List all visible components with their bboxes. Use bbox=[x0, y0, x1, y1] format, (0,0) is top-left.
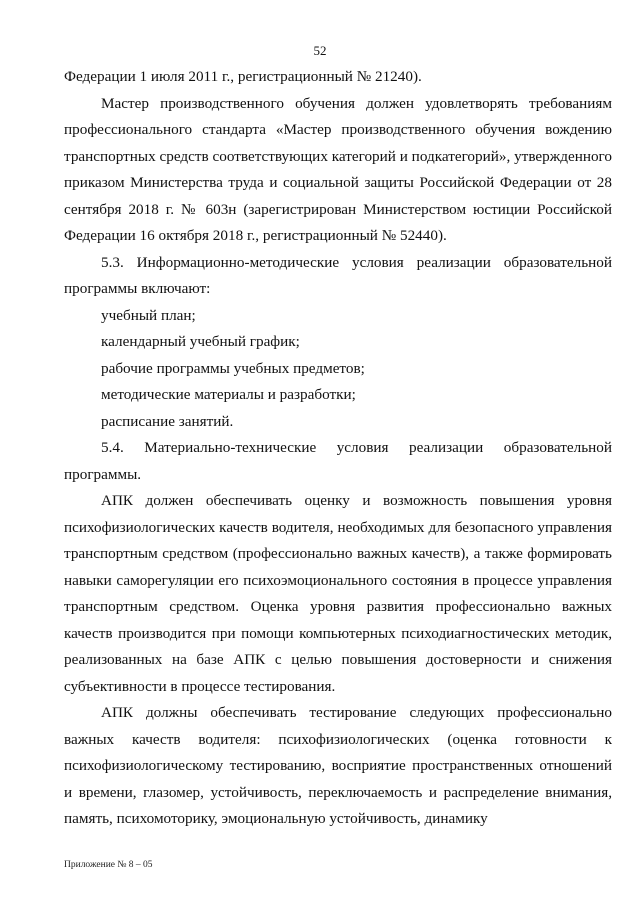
list-item: рабочие программы учебных предметов; bbox=[101, 359, 365, 377]
list-item: календарный учебный график; bbox=[101, 333, 300, 350]
list-item: методические материалы и разработки; bbox=[101, 386, 356, 403]
paragraph-section-5-3: 5.3. Информационно-методические условия реализации образовательной программы включают: bbox=[64, 253, 612, 297]
paragraph-apk-assessment: АПК должен обеспечивать оценку и возможность повышения уровня психофизиологических качеств водителя, необходимых для безопасного управления транспортным средством (профессионально важных качеств), а также формировать навыки саморегуляции его психоэмоционального состояния в процессе управления транспортным средством. Оценка уровня развития профессионально важных качеств производится при помощи компьютерных психодиагностических методик, реализованных на базе АПК с целью повышения достоверности и снижения субъективности в процессе тестирования. bbox=[64, 492, 612, 695]
document-body bbox=[64, 64, 612, 833]
list-item: учебный план; bbox=[101, 306, 196, 324]
paragraph-continuation: Федерации 1 июля 2011 г., регистрационный № 21240). bbox=[64, 68, 422, 85]
paragraph-master-requirements: Мастер производственного обучения должен удовлетворять требованиям профессионального стандарта «Мастер производственного обучения вождению транспортных средств соответствующих категорий и подкатегорий», утвержденного приказом Министерства труда и социальной защиты Российской Федерации от 28 сентября 2018 г. № 603н (зарегистрирован Министерством юстиции Российской Федерации 16 октября 2018 г., регистрационный № 52440). bbox=[64, 94, 612, 244]
page-number: 52 bbox=[313, 43, 327, 58]
footer-note: Приложение № 8 – 05 bbox=[64, 860, 153, 870]
paragraph-section-5-4: 5.4. Материально-технические условия реализации образовательной программы. bbox=[64, 439, 612, 483]
paragraph-apk-testing: АПК должны обеспечивать тестирование следующих профессионально важных качеств водителя: психофизиологических (оценка готовности к психофизиологическому тестированию, восприятие пространственных отношений и времени, глазомер, устойчивость, переключаемость и распределение внимания, память, психомоторику, эмоциональную устойчивость, динамику bbox=[64, 704, 612, 827]
list-item: расписание занятий. bbox=[101, 412, 234, 430]
